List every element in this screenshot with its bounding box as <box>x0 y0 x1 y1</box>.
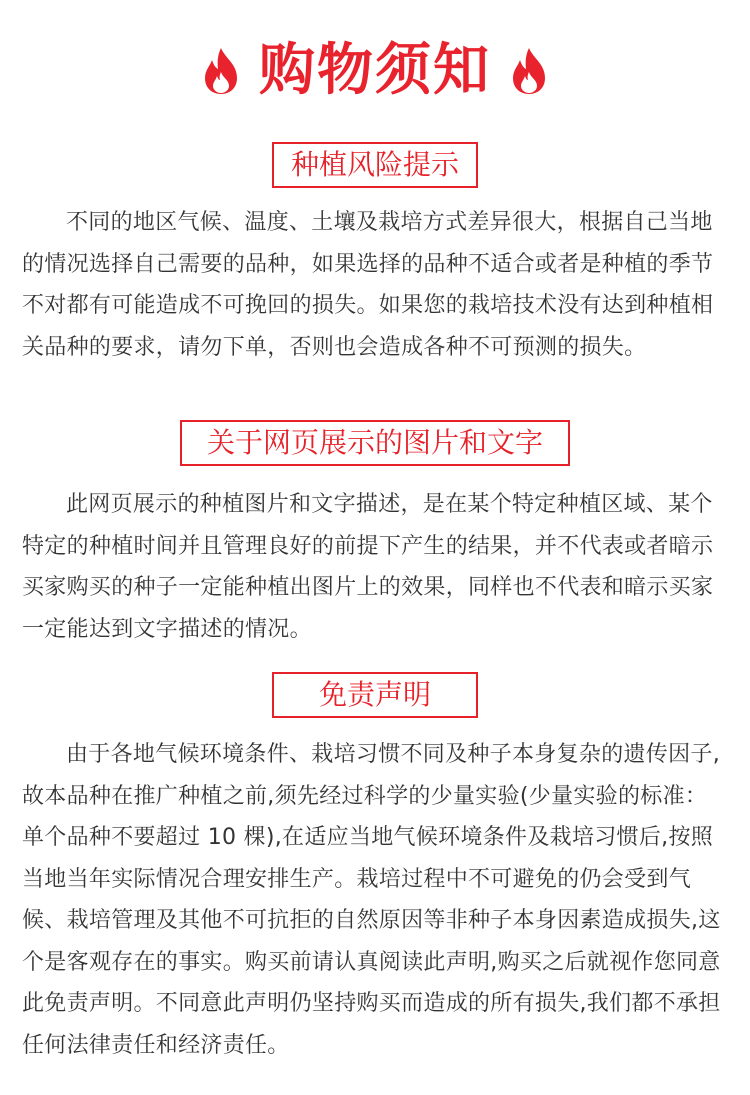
section-heading-planting-risk: 种植风险提示 <box>272 142 478 188</box>
section-heading-disclaimer: 免责声明 <box>272 672 478 718</box>
flame-icon <box>199 46 243 96</box>
section-body-images-text: 此网页展示的种植图片和文字描述，是在某个特定种植区域、某个特定的种植时间并且管理良好的前提下产生的结果，并不代表或者暗示买家购买的种子一定能种植出图片上的效果，同样也不代表和暗示买家一定能达到文字描述的情况。 <box>22 492 714 642</box>
section-heading-images-text: 关于网页展示的图片和文字 <box>180 420 570 466</box>
flame-icon <box>507 46 551 96</box>
page-header <box>0 36 750 106</box>
page-title: 购物须知 <box>259 38 491 103</box>
section-body-planting-risk: 不同的地区气候、温度、土壤及栽培方式差异很大，根据自己当地的情况选择自己需要的品种，如果选择的品种不适合或者是种植的季节不对都有可能造成不可挽回的损失。如果您的栽培技术没有达到种植相关品种的要求，请勿下单，否则也会造成各种不可预测的损失。 <box>22 210 714 360</box>
section-body-disclaimer: 由于各地气候环境条件、栽培习惯不同及种子本身复杂的遗传因子,故本品种在推广种植之前,须先经过科学的少量实验(少量实验的标准：单个品种不要超过 10 棵),在适应当地气候环境条件及栽培习惯后,按照当地当年实际情况合理安排生产。栽培过程中不可避免的仍会受到气候、栽培管理及其他不可抗拒的自然原因等非种子本身因素造成损失,这个是客观存在的事实。购买前请认真阅读此声明,购买之后就视作您同意此免责声明。不同意此声明仍坚持购买而造成的所有损失,我们都不承担任何法律责任和经济责任。 <box>22 742 721 1058</box>
